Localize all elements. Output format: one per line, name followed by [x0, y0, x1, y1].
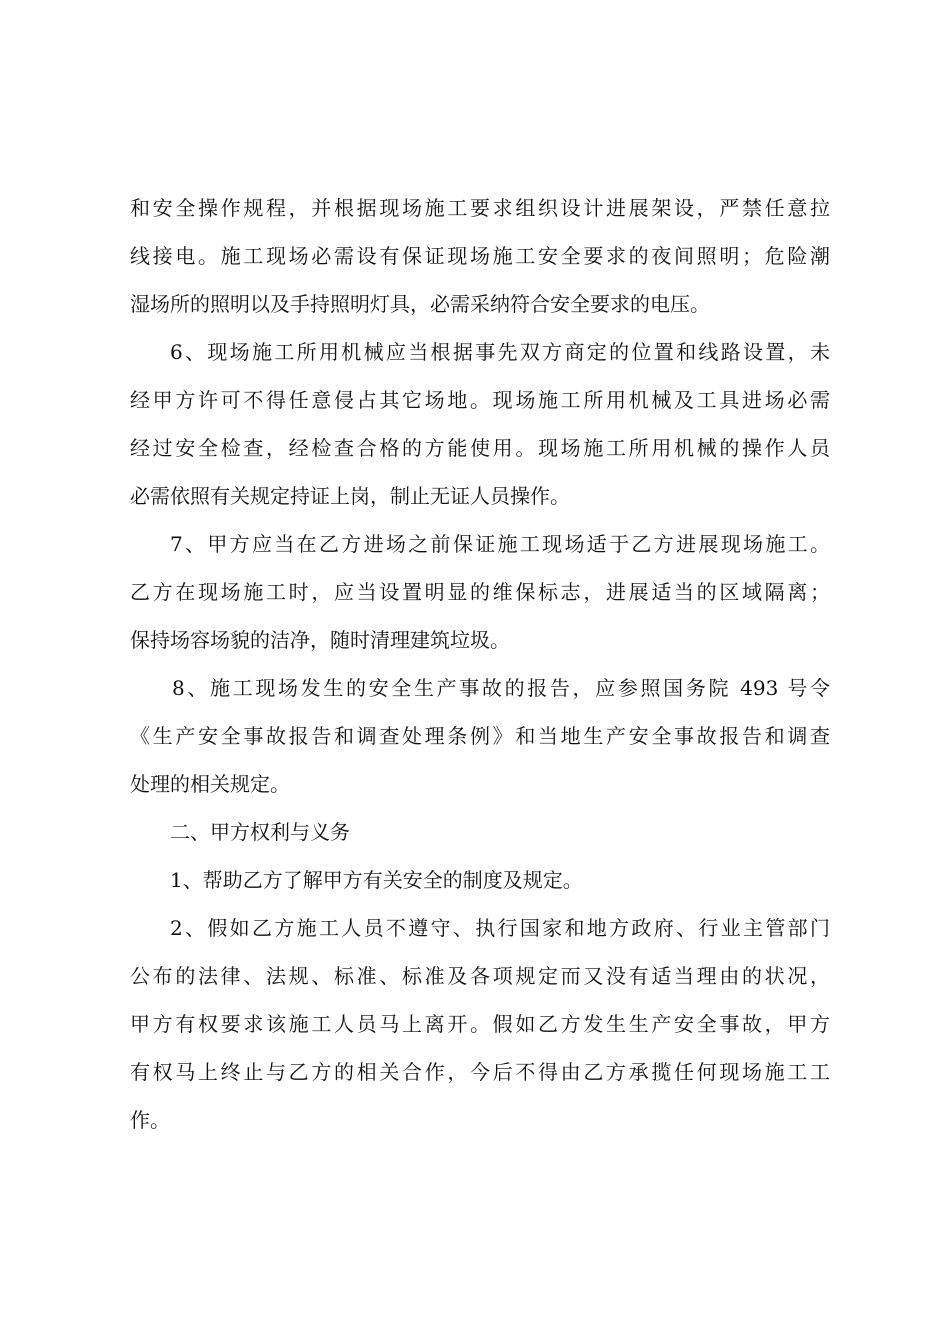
text-line: 作。	[130, 1108, 170, 1132]
text-line: 《生产安全事故报告和调查处理条例》和当地生产安全事故报告和调查	[130, 724, 830, 748]
text-line: 必需依照有关规定持证上岗，制止无证人员操作。	[130, 484, 570, 508]
text-line: 7、甲方应当在乙方进场之前保证施工现场适于乙方进展现场施工。	[170, 532, 830, 556]
text-line: 8、施工现场发生的安全生产事故的报告，应参照国务院 493 号令	[172, 676, 830, 700]
text-line: 公布的法律、法规、标准、标准及各项规定而又没有适当理由的状况，	[130, 964, 830, 988]
text-line: 处理的相关规定。	[130, 772, 290, 796]
text-line: 甲方有权要求该施工人员马上离开。假如乙方发生生产安全事故，甲方	[130, 1012, 830, 1036]
text-line: 保持场容场貌的洁净，随时清理建筑垃圾。	[130, 628, 510, 652]
section-heading: 二、甲方权利与义务	[170, 820, 350, 844]
text-line: 湿场所的照明以及手持照明灯具，必需采纳符合安全要求的电压。	[130, 292, 710, 316]
text-line: 经甲方许可不得任意侵占其它场地。现场施工所用机械及工具进场必需	[130, 388, 830, 412]
text-line: 1、帮助乙方了解甲方有关安全的制度及规定。	[170, 868, 583, 892]
text-line: 乙方在现场施工时，应当设置明显的维保标志，进展适当的区域隔离；	[130, 580, 830, 604]
text-line: 有权马上终止与乙方的相关合作，今后不得由乙方承揽任何现场施工工	[130, 1060, 830, 1084]
text-line: 6、现场施工所用机械应当根据事先双方商定的位置和线路设置，未	[170, 340, 830, 364]
text-line: 2、假如乙方施工人员不遵守、执行国家和地方政府、行业主管部门	[170, 916, 830, 940]
text-line: 和安全操作规程，并根据现场施工要求组织设计进展架设，严禁任意拉	[130, 196, 830, 220]
text-line: 经过安全检查，经检查合格的方能使用。现场施工所用机械的操作人员	[130, 436, 830, 460]
text-line: 线接电。施工现场必需设有保证现场施工安全要求的夜间照明；危险潮	[130, 244, 830, 268]
